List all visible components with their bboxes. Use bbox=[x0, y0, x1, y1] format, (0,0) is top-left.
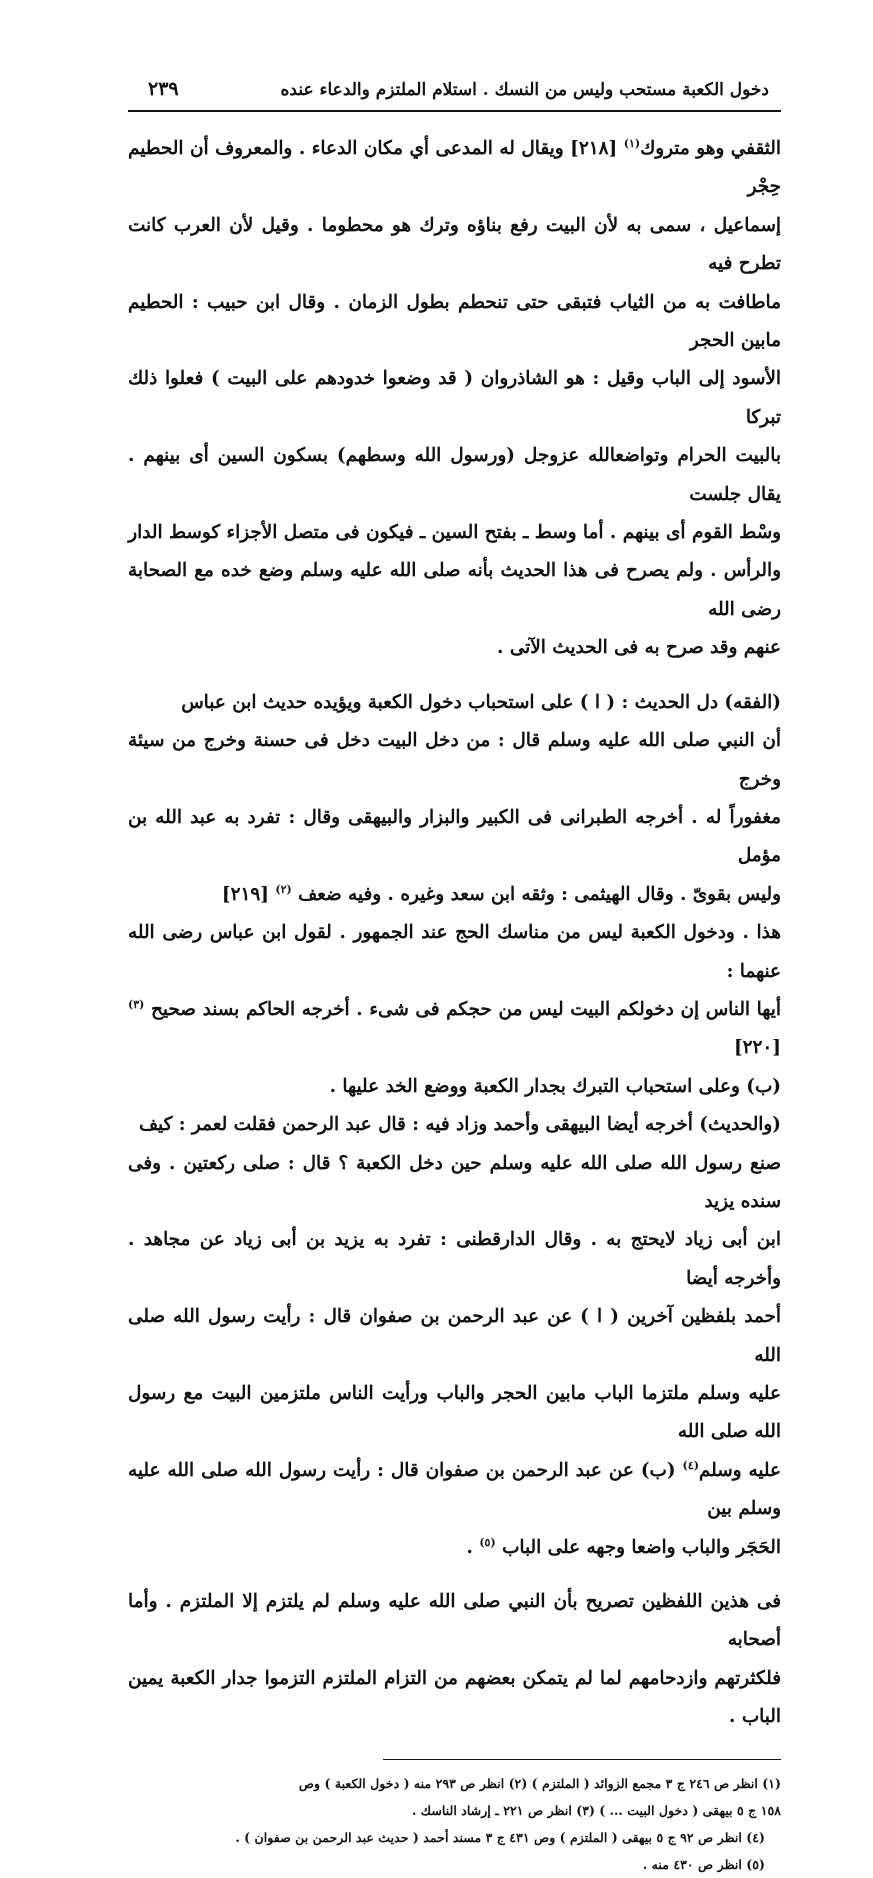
text-line: أحمد بلفظين آخرين ( ا ) عن عبد الرحمن بن صفوان قال : رأيت رسول الله صلى الله bbox=[128, 1306, 781, 1366]
text-line: (الفقه) دل الحديث : ( ا ) على استحباب دخول الكعبة ويؤيده حديث ابن عباس bbox=[181, 691, 781, 713]
footnote: (٤) انظر ص ٩٢ ج ٥ بيهقى ( الملتزم ) وص ٤٣١ ج ٣ مسند أحمد ( حديث عبد الرحمن بن صفوان ) . bbox=[235, 1829, 765, 1845]
footnote-marker: (٤) bbox=[682, 1458, 699, 1472]
text-line: الثقفي وهو متروك$^{(١)}$ [٢١٨] ويقال له المدعى أي مكان الدعاء . والمعروف أن الحطيم حِجْر bbox=[128, 136, 782, 198]
footnotes bbox=[128, 1770, 781, 1878]
text-line: بالبيت الحرام وتواضعالله عزوجل (ورسول الله وسطهم) بسكون السين أى بينهم . يقال جلست bbox=[128, 445, 781, 505]
text-line: صنع رسول الله صلى الله عليه وسلم حين دخل الكعبة ؟ قال : صلى ركعتين . وفى سنده يزيد bbox=[128, 1152, 781, 1212]
text-line: ابن أبى زياد لايحتج به . وقال الدارقطنى : تفرد به يزيد بن أبى زياد عن مجاهد . وأخرجه أيضا bbox=[128, 1229, 781, 1289]
footnote: (٥) انظر ص ٤٣٠ منه . bbox=[642, 1856, 765, 1872]
text-line: أن النبي صلى الله عليه وسلم قال : من دخل البيت دخل فى حسنة وخرج من سيئة وخرج bbox=[128, 730, 781, 790]
text-line: والرأس . ولم يصرح فى هذا الحديث بأنه صلى الله عليه وسلم وضع خده مع الصحابة رضى الله bbox=[128, 560, 781, 620]
footnote-marker: (٢) bbox=[275, 882, 292, 896]
footnote: ١٥٨ ج ٥ بيهقى ( دخول البيت ... ) (٣) انظر ص ٢٢١ ـ إرشاد الناسك . bbox=[411, 1802, 781, 1818]
text-line: وسْط القوم أى بينهم . أما وسط ـ بفتح السين ـ فيكون فى متصل الأجزاء كوسط الدار bbox=[128, 522, 781, 544]
text-line: (والحديث) أخرجه أيضا البيهقى وأحمد وزاد فيه : قال عبد الرحمن فقلت لعمر : كيف bbox=[138, 1114, 781, 1136]
text-line: عليه وسلم ملتزما الباب مابين الحجر والباب ورأيت الناس ملتزمين البيت مع رسول الله صلى الله bbox=[128, 1383, 781, 1443]
text-line: هذا . ودخول الكعبة ليس من مناسك الحج عند الجمهور . لقول ابن عباس رضى الله عنهما : bbox=[128, 922, 781, 982]
text-line: فلكثرتهم وازدحامهم لما لم يتمكن بعضهم من التزام الملتزم التزموا جدار الكعبة يمين الباب . bbox=[128, 1667, 781, 1728]
footnote-marker: (٥) bbox=[479, 1535, 496, 1549]
text-line: فى هذين اللفظين تصريح بأن النبي صلى الله عليه وسلم لم يلتزم إلا الملتزم . وأما أصحابه bbox=[128, 1591, 781, 1651]
text-line: عليه وسلم$^{(٤)}$ (ب) عن عبد الرحمن بن صفوان قال : رأيت رسول الله صلى الله عليه وسلم بين bbox=[128, 1458, 781, 1520]
text-line: عنهم وقد صرح به فى الحديث الآتى . bbox=[497, 637, 781, 659]
footnote-divider bbox=[383, 1759, 781, 1770]
header-title: دخول الكعبة مستحب وليس من النسك . استلام الملتزم والدعاء عنده bbox=[280, 80, 769, 100]
text-line: الحَجَر والباب واضعا وجهه على الباب $^{(٥)}$ . bbox=[466, 1535, 781, 1558]
text-line: مغفوراً له . أخرجه الطبرانى فى الكبير والبزار والبيهقى وقال : تفرد به عبد الله بن مؤمل bbox=[128, 806, 781, 867]
text-line: الأسود إلى الباب وقيل : هو الشاذروان ( قد وضعوا خدودهم على البيت ) فعلوا ذلك تبركا bbox=[128, 368, 781, 428]
running-header bbox=[128, 78, 781, 112]
text-line: ماطافت به من الثياب فتبقى حتى تنحطم بطول الزمان . وقال ابن حبيب : الحطيم مابين الحجر bbox=[128, 291, 781, 352]
text-line: أيها الناس إن دخولكم البيت ليس من حجكم فى شىء . أخرجه الحاكم بسند صحيح $^{(٣)}$ [٢٢٠] bbox=[128, 997, 781, 1059]
text-line: وليس بقوىّ . وقال الهيثمى : وثقه ابن سعد وغيره . وفيه ضعف $^{(٢)}$ [٢١٩] bbox=[221, 882, 781, 905]
footnote-marker: (١) bbox=[623, 136, 641, 150]
main-text bbox=[128, 130, 781, 1737]
text-line: إسماعيل ، سمى به لأن البيت رفع بناؤه وترك هو محطوما . وقيل لأن العرب كانت تطرح فيه bbox=[128, 214, 781, 275]
text-line: (ب) وعلى استحباب التبرك بجدار الكعبة ووضع الخد عليها . bbox=[329, 1075, 781, 1097]
page-number: ٢٣٩ bbox=[148, 78, 179, 100]
footnote-marker: (٣) bbox=[128, 997, 145, 1011]
footnote: (١) انظر ص ٢٤٦ ج ٣ مجمع الزوائد ( الملتزم ) (٢) انظر ص ٢٩٣ منه ( دخول الكعبة ) وص bbox=[298, 1775, 781, 1791]
